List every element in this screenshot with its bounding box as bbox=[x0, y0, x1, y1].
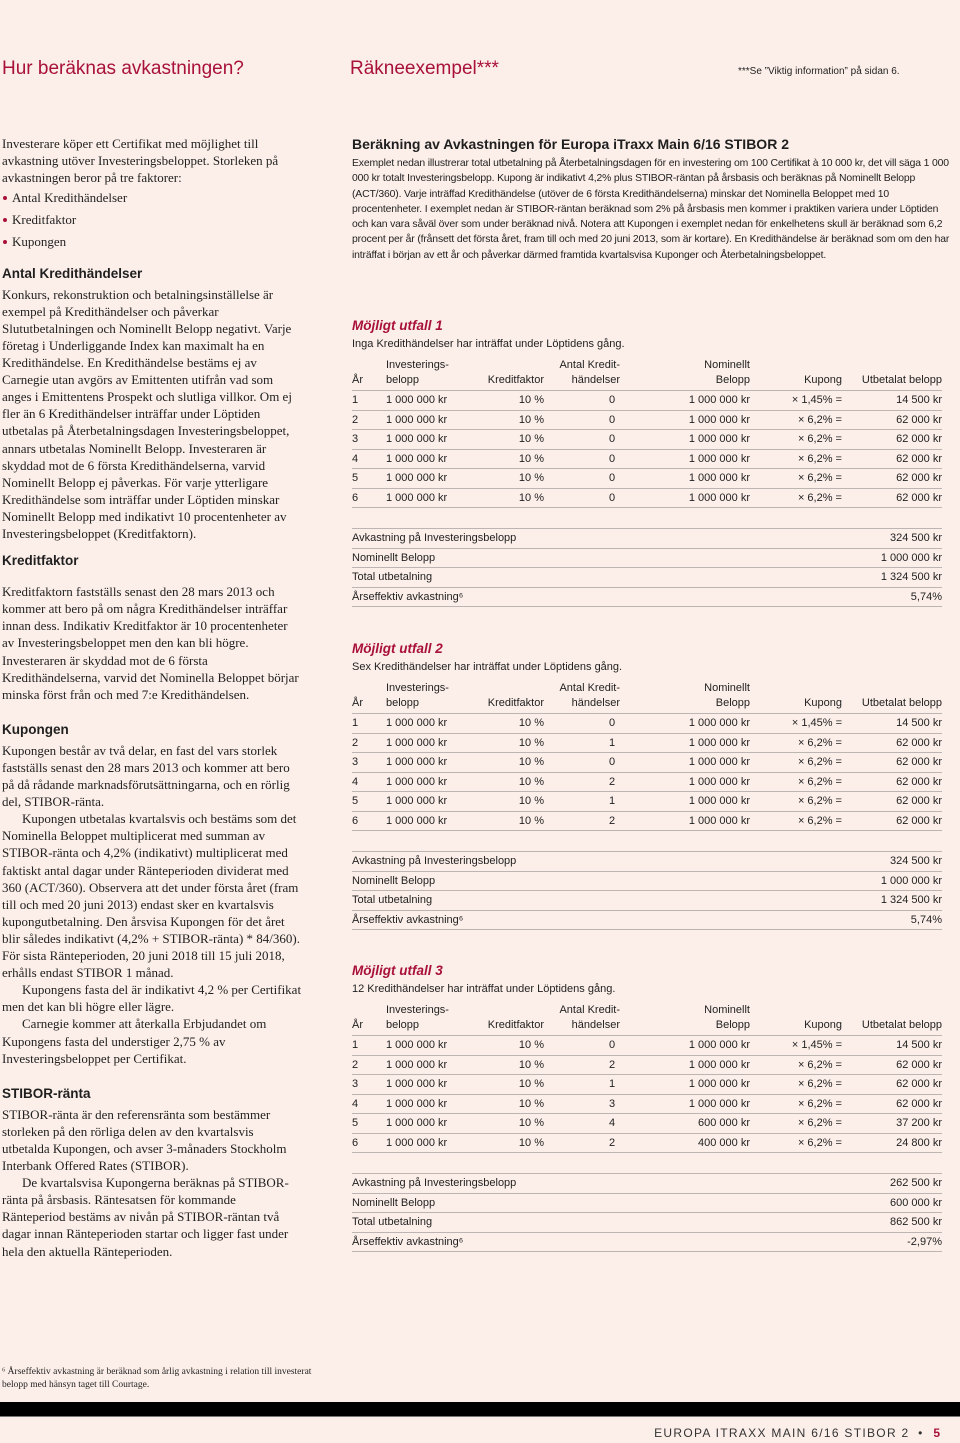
col-header-investeringsbelopp: Investerings- belopp bbox=[386, 1004, 449, 1031]
section-heading-kupongen: Kupongen bbox=[2, 721, 69, 737]
page-heading-left: Hur beräknas avkastningen? bbox=[2, 58, 244, 79]
stibor-paragraph-1: STIBOR-ränta är den referensränta som bestämmer storleken på den rörliga delen av den kvartalsvis utbetalda Kupongen, och avser 3-månaders Stockholm Interbank Offered Rates (STIBOR). bbox=[2, 1106, 287, 1174]
summary-row: Årseffektiv avkastning⁶ 5,74% bbox=[352, 910, 942, 930]
col-header-utbetalt: Utbetalat belopp bbox=[861, 373, 942, 386]
footer-label: EUROPA ITRAXX MAIN 6/16 STIBOR 2 bbox=[654, 1426, 910, 1440]
bullet-item: Kreditfaktor bbox=[2, 211, 302, 228]
summary-row: Nominellt Belopp 600 000 kr bbox=[352, 1193, 942, 1213]
left-column bbox=[2, 135, 302, 1260]
intro-paragraph: Investerare köper ett Certifikat med möjlighet till avkastning utöver Investeringsbeloppet. Storleken på avkastningen beror på tre faktorer: bbox=[2, 136, 279, 186]
table-row: 4 1 000 000 kr 10 % 0 1 000 000 kr × 6,2% = 62 000 kr bbox=[352, 449, 942, 469]
scenario-summary bbox=[352, 528, 942, 607]
col-header-antal: Antal Kredit- händelser bbox=[559, 682, 620, 709]
col-header-antal: Antal Kredit- händelser bbox=[559, 359, 620, 386]
calculation-title: Beräkning av Avkastningen för Europa iTraxx Main 6/16 STIBOR 2 bbox=[352, 136, 789, 152]
table-row: 2 1 000 000 kr 10 % 0 1 000 000 kr × 6,2% = 62 000 kr bbox=[352, 410, 942, 430]
col-header-ar: År bbox=[352, 1018, 363, 1031]
table-row: 6 1 000 000 kr 10 % 0 1 000 000 kr × 6,2% = 62 000 kr bbox=[352, 488, 942, 508]
page-heading-example: Räkneexempel*** bbox=[350, 58, 499, 79]
right-column bbox=[352, 136, 957, 263]
table-row: 1 1 000 000 kr 10 % 0 1 000 000 kr × 1,45% = 14 500 kr bbox=[352, 714, 942, 734]
col-header-kreditfaktor: Kreditfaktor bbox=[487, 373, 544, 386]
col-header-ar: År bbox=[352, 373, 363, 386]
table-row: 3 1 000 000 kr 10 % 0 1 000 000 kr × 6,2% = 62 000 kr bbox=[352, 753, 942, 773]
bullet-item: Kupongen bbox=[2, 233, 302, 250]
stibor-paragraph-2: De kvartalsvisa Kupongerna beräknas på STIBOR-ränta på årsbasis. Räntesatsen för kommande Ränteperiod bestäms av nivån på STIBOR-räntan två dagar innan Ränteperioden startar och ligger fast under hela den aktuella Ränteperioden. bbox=[2, 1175, 289, 1259]
kreditfaktor-paragraph: Kreditfaktorn fastställs senast den 28 mars 2013 och kommer att bero på om några Kredithändelser inträffar innan dess. Indikativ Kreditfaktor är 10 procentenheter av Investeringsbeloppet men den kan bli högre. Investeraren är skyddad mot de 6 första Kredithändelserna, varvid det Nominella Beloppet börjar minska först från och med 7:e Kredithändelsen. bbox=[2, 584, 299, 702]
table-row: 2 1 000 000 kr 10 % 2 1 000 000 kr × 6,2% = 62 000 kr bbox=[352, 1055, 942, 1075]
header-note: ***Se ”Viktig information” på sidan 6. bbox=[738, 66, 900, 77]
col-header-kupong: Kupong bbox=[804, 696, 842, 709]
col-header-ar: År bbox=[352, 696, 363, 709]
scenario-subtitle: Sex Kredithändelser har inträffat under Löptidens gång. bbox=[352, 661, 623, 673]
summary-row: Total utbetalning 1 324 500 kr bbox=[352, 891, 942, 911]
page-number: 5 bbox=[933, 1426, 940, 1440]
table-row: 6 1 000 000 kr 10 % 2 1 000 000 kr × 6,2% = 62 000 kr bbox=[352, 811, 942, 831]
scenario-title: Möjligt utfall 3 bbox=[352, 963, 443, 978]
summary-row: Avkastning på Investeringsbelopp 262 500 kr bbox=[352, 1174, 942, 1194]
table-row: 1 1 000 000 kr 10 % 0 1 000 000 kr × 1,45% = 14 500 kr bbox=[352, 391, 942, 411]
col-header-investeringsbelopp: Investerings- belopp bbox=[386, 359, 449, 386]
kupong-paragraph-2: Kupongen utbetalas kvartalsvis och bestäms som det Nominella Beloppet multiplicerat med summan av STIBOR-ränta och 4,2% (indikativt) multiplicerat med faktiskt antal dagar under Ränteperioden dividerat med 360 (ACT/360). Observera att det under första året (fram till och med 20 juni 2013) endast sker en kvartalsvis kupongutbetalning. Den årsvisa Kupongen för det året blir således indikativt (4,2% + STIBOR-ränta) * 84/360). För sista Ränteperioden, 20 juni 2018 till 15 juli 2018, erhålls endast STIBOR 1 månad. bbox=[2, 811, 300, 981]
scenario-table bbox=[352, 358, 942, 508]
page-footer bbox=[654, 1426, 940, 1440]
col-header-kupong: Kupong bbox=[804, 373, 842, 386]
summary-row: Årseffektiv avkastning⁶ -2,97% bbox=[352, 1232, 942, 1252]
col-header-kreditfaktor: Kreditfaktor bbox=[487, 696, 544, 709]
summary-row: Årseffektiv avkastning⁶ 5,74% bbox=[352, 587, 942, 607]
summary-row: Avkastning på Investeringsbelopp 324 500 kr bbox=[352, 529, 942, 549]
antal-paragraph: Konkurs, rekonstruktion och betalningsinställelse är exempel på Kredithändelser och påverkar Slututbetalningen och Nominellt Belopp negativt. Varje företag i Underliggande Index kan maximalt ha en Kredithändelse. En Kredithändelse bestäms ej av Carnegie utan avgörs av Emittenten utifrån vad som anges i Emittentens Prospekt och slutliga villkor. Om ej fler än 6 Kredithändelser inträffar under Löptiden utbetalas på Återbetalningsdagen Investeringsbeloppet, annars utbetalas Nominellt Belopp. Investeraren är skyddad mot de 6 första Kredithändelserna, varvid Nominellt Belopp ej påverkas. För varje ytterligare Kredithändelse som inträffar under Löptiden minskar Nominellt Belopp med indikativt 10 procentenheter av Investeringsbeloppet (Kreditfaktorn). bbox=[2, 286, 292, 541]
col-header-utbetalt: Utbetalat belopp bbox=[861, 1018, 942, 1031]
summary-row: Avkastning på Investeringsbelopp 324 500 kr bbox=[352, 852, 942, 872]
col-header-nominellt: Nominellt Belopp bbox=[704, 682, 750, 709]
table-row: 5 1 000 000 kr 10 % 1 1 000 000 kr × 6,2% = 62 000 kr bbox=[352, 792, 942, 812]
col-header-investeringsbelopp: Investerings- belopp bbox=[386, 682, 449, 709]
scenario-title: Möjligt utfall 2 bbox=[352, 641, 443, 656]
col-header-kupong: Kupong bbox=[804, 1018, 842, 1031]
scenario-table bbox=[352, 681, 942, 831]
scenario-title: Möjligt utfall 1 bbox=[352, 318, 443, 333]
kupong-paragraph-1: Kupongen består av två delar, en fast del vars storlek fastställs senast den 28 mars 2013 och kommer att bero på då rådande marknadsförutsättningarna, och en rörlig del, STIBOR-ränta. bbox=[2, 742, 290, 810]
section-heading-antal: Antal Kredithändelser bbox=[2, 265, 143, 281]
table-row: 4 1 000 000 kr 10 % 3 1 000 000 kr × 6,2% = 62 000 kr bbox=[352, 1094, 942, 1114]
section-heading-kreditfaktor: Kreditfaktor bbox=[2, 553, 79, 569]
summary-row: Nominellt Belopp 1 000 000 kr bbox=[352, 871, 942, 891]
footer-divider bbox=[0, 1416, 960, 1417]
footer-separator: • bbox=[918, 1426, 924, 1440]
scenario-subtitle: Inga Kredithändelser har inträffat under Löptidens gång. bbox=[352, 338, 625, 350]
scenario-summary bbox=[352, 1173, 942, 1252]
table-row: 3 1 000 000 kr 10 % 1 1 000 000 kr × 6,2% = 62 000 kr bbox=[352, 1075, 942, 1095]
section-heading-stibor: STIBOR-ränta bbox=[2, 1085, 91, 1101]
table-row: 5 1 000 000 kr 10 % 0 1 000 000 kr × 6,2% = 62 000 kr bbox=[352, 469, 942, 489]
scenario-table bbox=[352, 1003, 942, 1153]
col-header-nominellt: Nominellt Belopp bbox=[704, 359, 750, 386]
table-row: 5 1 000 000 kr 10 % 4 600 000 kr × 6,2% = 37 200 kr bbox=[352, 1114, 942, 1134]
summary-row: Total utbetalning 862 500 kr bbox=[352, 1213, 942, 1233]
scenario-summary bbox=[352, 851, 942, 930]
summary-row: Nominellt Belopp 1 000 000 kr bbox=[352, 548, 942, 568]
kupong-paragraph-3: Kupongens fasta del är indikativt 4,2 % per Certifikat men det kan bli högre eller lägre. bbox=[2, 982, 302, 1015]
col-header-nominellt: Nominellt Belopp bbox=[704, 1004, 750, 1031]
table-row: 6 1 000 000 kr 10 % 2 400 000 kr × 6,2% = 24 800 kr bbox=[352, 1133, 942, 1153]
scenario-subtitle: 12 Kredithändelser har inträffat under Löptidens gång. bbox=[352, 983, 616, 995]
footer-bar bbox=[0, 1402, 960, 1416]
table-row: 3 1 000 000 kr 10 % 0 1 000 000 kr × 6,2% = 62 000 kr bbox=[352, 430, 942, 450]
table-row: 2 1 000 000 kr 10 % 1 1 000 000 kr × 6,2% = 62 000 kr bbox=[352, 733, 942, 753]
bullet-item: Antal Kredithändelser bbox=[2, 189, 302, 206]
col-header-kreditfaktor: Kreditfaktor bbox=[487, 1018, 544, 1031]
calculation-intro: Exemplet nedan illustrerar total utbetalning på Återbetalningsdagen för en investering om 100 Certifikat à 10 000 kr, det vill säga 1 000 000 kr totalt Investeringsbelopp. Kupong är indikativt 4,2% plus STIBOR-räntan på årsbasis och beräknas på Nominellt Belopp (ACT/360). Varje inträffad Kredithändelse (utöver de 6 första Kredithändelserna) minskar det Nominella Beloppet med 10 procentenheter. I exemplet nedan är STIBOR-räntan beräknad som 2% på årsbasis men kommer i praktiken variera under Löptiden och kan vara såväl över som under beräknad nivå. Notera att Kupongen i exemplet nedan för enkelhetens skull är beräknad som 6,2 procent per år (frånsett det första året, fram till och med 20 juni 2013, som är kortare). En Kredithändelse är beräknad som om den har inträffat i början av ett år och påverkar därmed framtida kvartalsvisa Kuponger och Återbetalningsbeloppet. bbox=[352, 158, 950, 261]
summary-row: Total utbetalning 1 324 500 kr bbox=[352, 568, 942, 588]
col-header-antal: Antal Kredit- händelser bbox=[559, 1004, 620, 1031]
table-row: 1 1 000 000 kr 10 % 0 1 000 000 kr × 1,45% = 14 500 kr bbox=[352, 1036, 942, 1056]
kupong-paragraph-4: Carnegie kommer att återkalla Erbjudandet om Kupongens fasta del understiger 2,75 % av Investeringsbeloppet per Certifikat. bbox=[2, 1016, 267, 1066]
col-header-utbetalt: Utbetalat belopp bbox=[861, 696, 942, 709]
footnote: ⁶ Årseffektiv avkastning är beräknad som årlig avkastning i relation till investerat belopp med hänsyn taget till Courtage. bbox=[2, 1367, 312, 1390]
table-row: 4 1 000 000 kr 10 % 2 1 000 000 kr × 6,2% = 62 000 kr bbox=[352, 772, 942, 792]
